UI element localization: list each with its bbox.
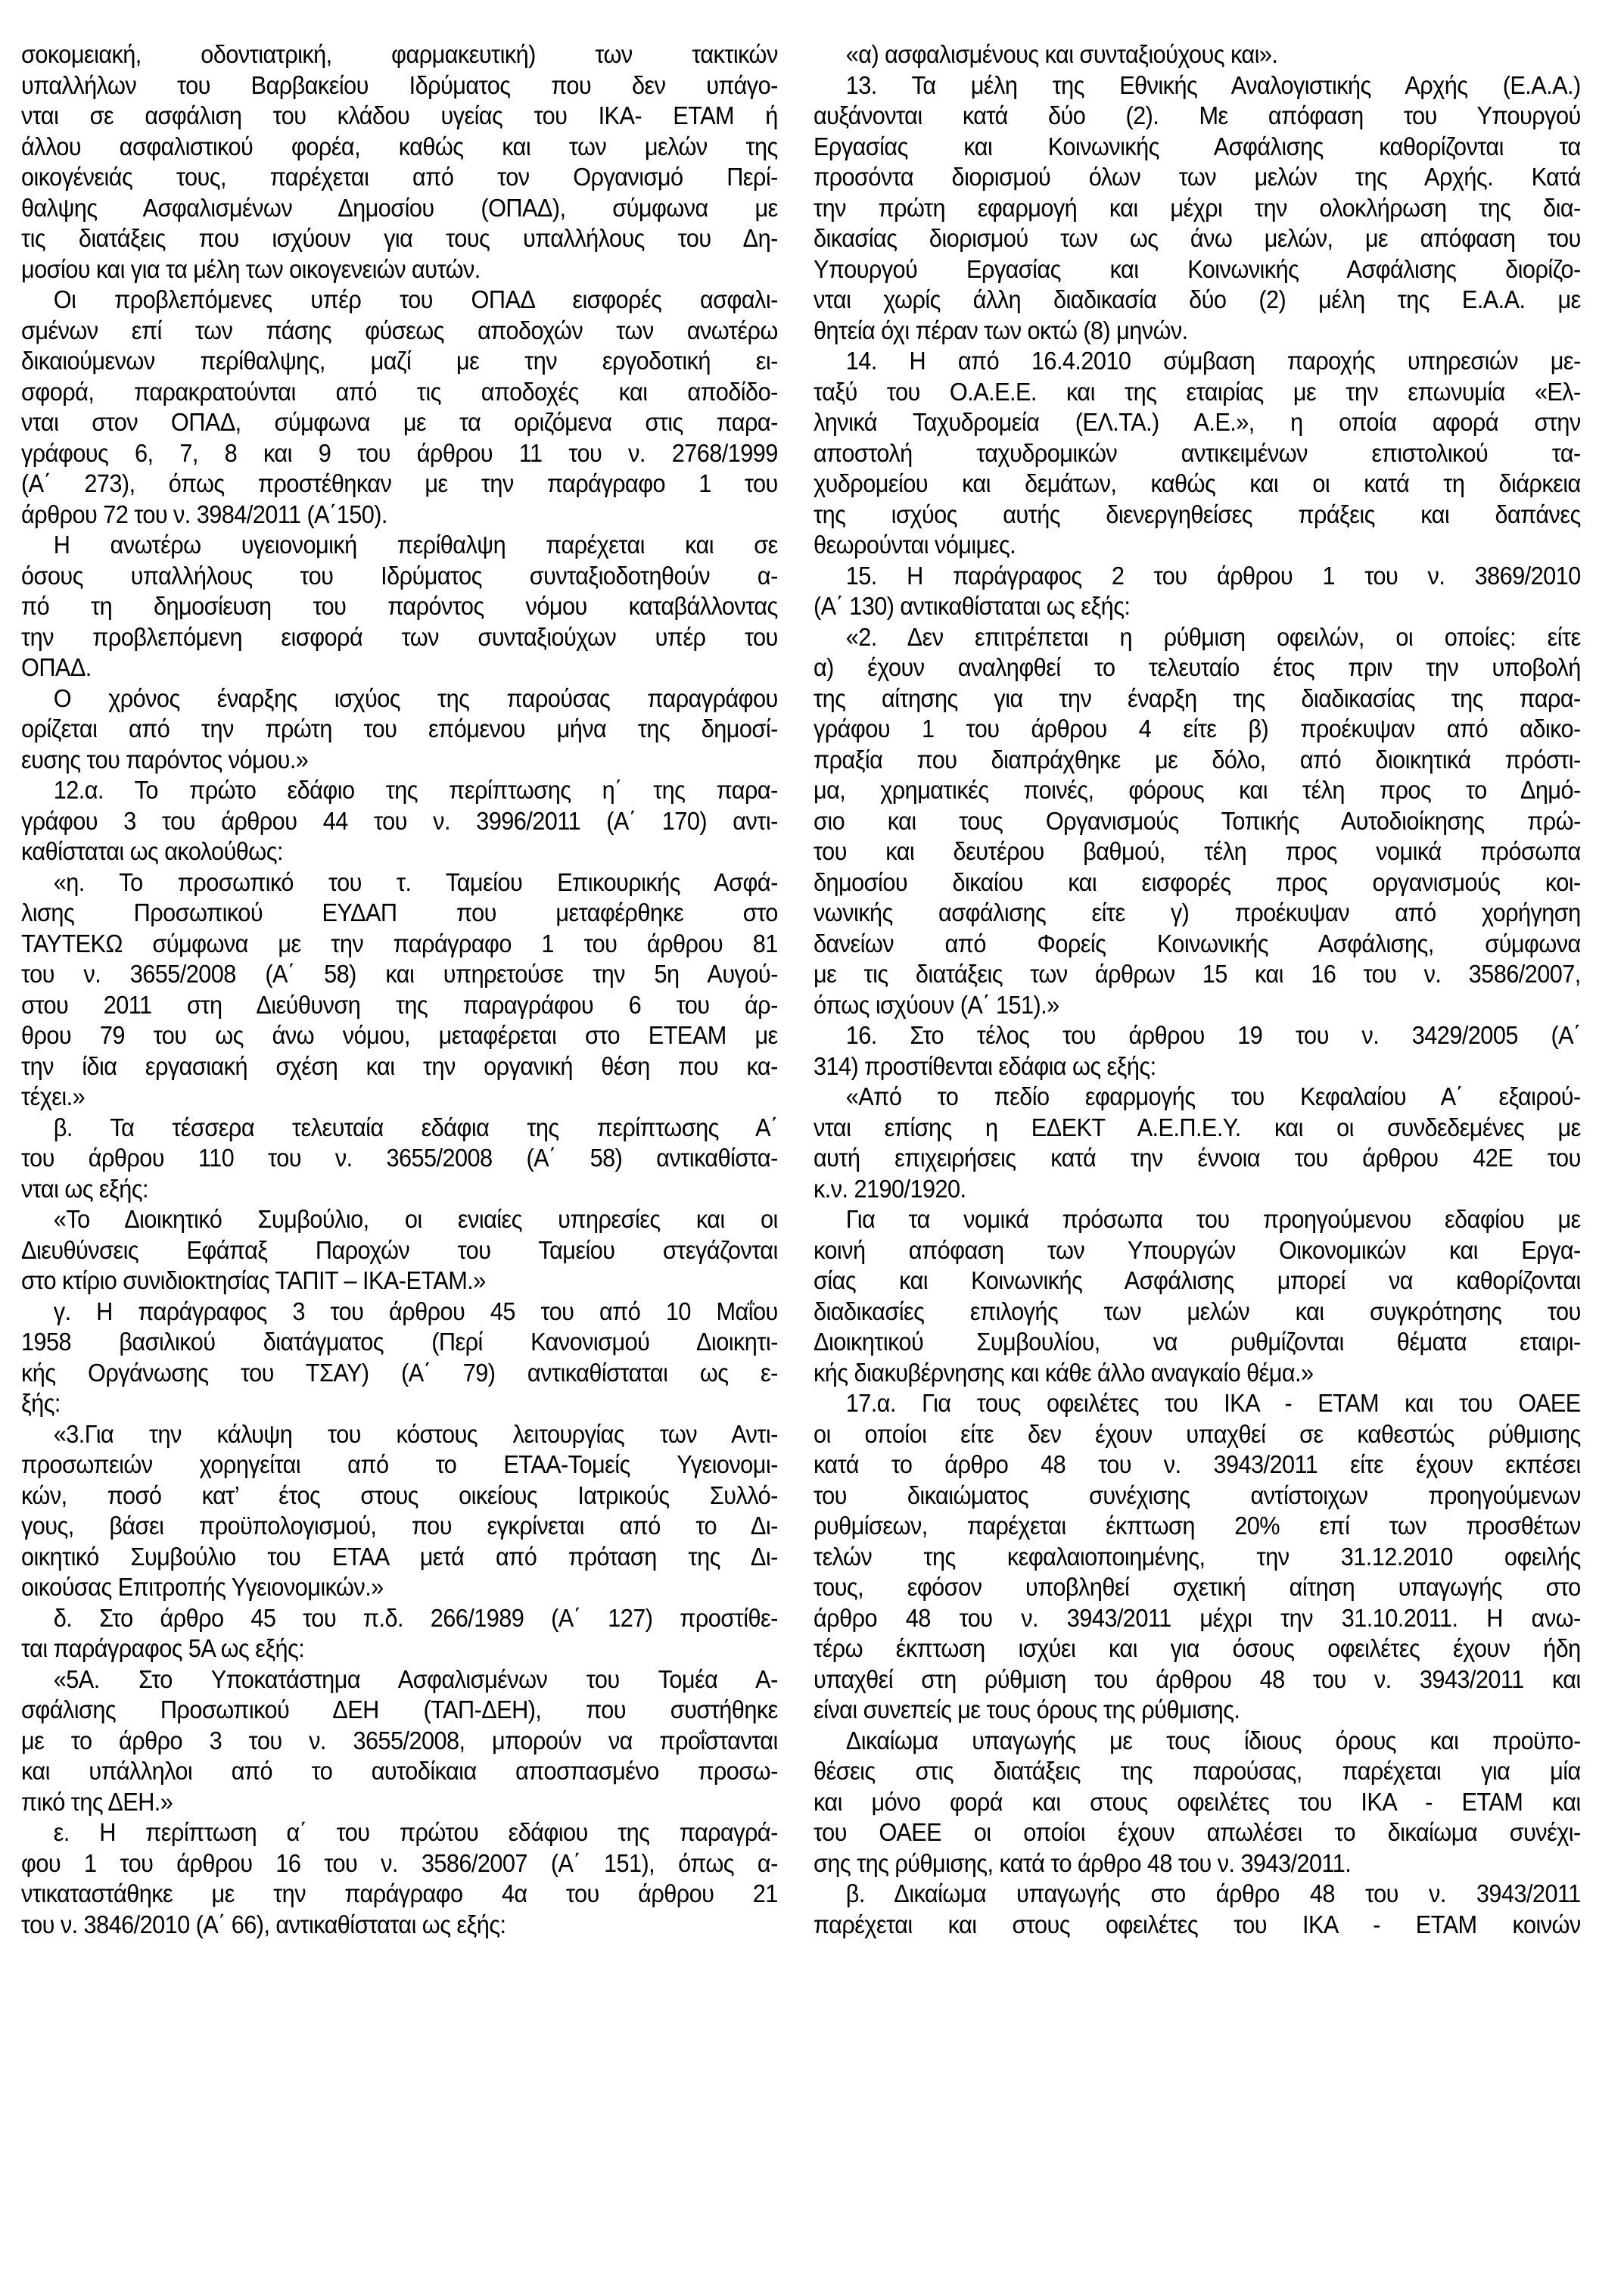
text-line: μα, χρηματικές ποινές, φόρους και τέλη προς το Δημό- [814, 776, 1581, 804]
text-line: τέχει.» [21, 1082, 86, 1110]
text-line: τις διατάξεις που ισχύουν για τους υπαλλήλους του Δη- [21, 224, 778, 252]
text-line: πραξία που διαπράχθηκε με δόλο, από διοικητικά πρόστι- [814, 745, 1581, 774]
text-line: Η ανωτέρω υγειονομική περίθαλψη παρέχεται και σε [53, 531, 778, 559]
text-line: δικασίας διορισμού των ως άνω μελών, με απόφαση του [814, 224, 1581, 252]
text-line: τους, εφόσον υποβληθεί σχετική αίτηση υπαγωγής στο [814, 1573, 1581, 1601]
text-line: κατά το άρθρο 48 του ν. 3943/2011 είτε έχουν εκπέσει [814, 1450, 1581, 1478]
text-line: σμένων επί των πάσης φύσεως αποδοχών των ανωτέρω [21, 316, 778, 344]
text-line: θεωρούνται νόμιμες. [814, 531, 1016, 559]
text-line: τέρω έκπτωση ισχύει και για όσους οφειλέτες έχουν ήδη [814, 1634, 1581, 1662]
text-line: κών, ποσό κατ’ έτος στους οικείους Ιατρικούς Συλλό- [21, 1481, 778, 1509]
text-line: και μόνο φορά και στους οφειλέτες του ΙΚΑ - ΕΤΑΜ και [814, 1787, 1581, 1816]
text-line: Για τα νομικά πρόσωπα του προηγούμενου εδαφίου με [845, 1205, 1581, 1233]
text-line: δ. Στο άρθρο 45 του π.δ. 266/1989 (Α΄ 127) προστίθε- [53, 1603, 778, 1632]
text-line: μοσίου και για τα μέλη των οικογενειών αυτών. [21, 254, 481, 283]
text-line: γ. Η παράγραφος 3 του άρθρου 45 του από 10 Μαΐου [53, 1297, 778, 1325]
text-line: α) έχουν αναληφθεί το τελευταίο έτος πριν την υποβολή [814, 653, 1581, 681]
text-line: σοκομειακή, οδοντιατρική, φαρμακευτική) των τακτικών [21, 40, 778, 68]
text-line: ορίζεται από την πρώτη του επόμενου μήνα της δημοσί- [21, 715, 778, 743]
text-line: 16. Στο τέλος του άρθρου 19 του ν. 3429/2005 (Α΄ [845, 1021, 1581, 1049]
text-line: διαδικασίες επιλογής των μελών και συγκρότησης του [814, 1297, 1581, 1325]
text-line: ντικαταστάθηκε με την παράγραφο 4α του άρθρου 21 [21, 1879, 778, 1907]
text-line: γράφους 6, 7, 8 και 9 του άρθρου 11 του ν. 2768/1999 [21, 438, 778, 467]
text-line: Διευθύνσεις Εφάπαξ Παροχών του Ταμείου στεγάζονται [21, 1235, 778, 1264]
text-line: ται παράγραφος 5Α ως εξής: [21, 1634, 305, 1662]
text-line: 12.α. Το πρώτο εδάφιο της περίπτωσης η΄ της παρα- [53, 776, 778, 804]
text-line: του και δευτέρου βαθμού, τέλη προς νομικά πρόσωπα [814, 837, 1581, 865]
text-line: σφάλισης Προσωπικού ΔΕΗ (ΤΑΠ-ΔΕΗ), που συστήθηκε [21, 1695, 778, 1723]
text-line: άρθρου 72 του ν. 3984/2011 (Α΄150). [21, 500, 387, 528]
text-line: νται σε ασφάλιση του κλάδου υγείας του ΙΚΑ- ΕΤΑΜ ή [21, 101, 778, 129]
text-line: την πρώτη εφαρμογή και μέχρι την ολοκλήρωση της δια- [814, 193, 1581, 222]
text-line: του ΟΑΕΕ οι οποίοι έχουν απωλέσει το δικαίωμα συνέχι- [814, 1818, 1581, 1846]
text-line: σιο και τους Οργανισμούς Τοπικής Αυτοδιοίκησης πρώ- [814, 806, 1581, 835]
text-line: 17.α. Για τους οφειλέτες του ΙΚΑ - ΕΤΑΜ και του ΟΑΕΕ [845, 1389, 1581, 1417]
text-line: Υπουργού Εργασίας και Κοινωνικής Ασφάλισης διορίζο- [814, 254, 1581, 283]
text-line: β. Τα τέσσερα τελευταία εδάφια της περίπτωσης Α΄ [53, 1113, 778, 1141]
text-line: δημοσίου δικαίου και εισφορές προς οργανισμούς κοι- [814, 867, 1581, 896]
left-column [21, 39, 778, 1940]
text-line: ΟΠΑΔ. [21, 653, 92, 681]
text-line: σίας και Κοινωνικής Ασφάλισης μπορεί να καθορίζονται [814, 1266, 1581, 1294]
text-line: υπαλλήλων του Βαρβακείου Ιδρύματος που δεν υπάγο- [21, 70, 778, 99]
text-line: Εργασίας και Κοινωνικής Ασφάλισης καθορίζονται τα [814, 132, 1581, 160]
text-line: ρυθμίσεων, παρέχεται έκπτωση 20% επί των προσθέτων [814, 1512, 1581, 1540]
text-line: «η. Το προσωπικό του τ. Ταμείου Επικουρικής Ασφά- [53, 867, 778, 896]
text-line: β. Δικαίωμα υπαγωγής στο άρθρο 48 του ν. 3943/2011 [845, 1879, 1581, 1907]
text-line: πό τη δημοσίευση του παρόντος νόμου καταβάλλοντας [21, 592, 778, 620]
text-line: δανείων από Φορείς Κοινωνικής Ασφάλισης, σύμφωνα [814, 929, 1581, 957]
text-line: δικαιούμενων περίθαλψης, μαζί με την εργοδοτική ει- [21, 347, 778, 375]
text-line: οικούσας Επιτροπής Υγειονομικών.» [21, 1573, 384, 1601]
text-line: ΤΑΥΤΕΚΩ σύμφωνα με την παράγραφο 1 του άρθρου 81 [21, 929, 778, 957]
text-line: καθίσταται ως ακολούθως: [21, 837, 283, 865]
text-line: της ισχύος αυτής διενεργηθείσες πράξεις και δαπάνες [814, 500, 1581, 528]
text-line: όσους υπαλλήλους του Ιδρύματος συνταξιοδοτηθούν α- [21, 561, 778, 590]
right-column [814, 39, 1581, 1940]
text-line: κοινή απόφαση των Υπουργών Οικονομικών και Εργα- [814, 1235, 1581, 1264]
text-line: του ν. 3846/2010 (Α΄ 66), αντικαθίσταται ως εξής: [21, 1910, 506, 1938]
text-line: γράφου 1 του άρθρου 4 είτε β) προέκυψαν από αδικο- [814, 715, 1581, 743]
text-line: οι οποίοι είτε δεν έχουν υπαχθεί σε καθεστώς ρύθμισης [814, 1419, 1581, 1448]
text-line: αποστολή ταχυδρομικών αντικειμένων επιστολικού τα- [814, 438, 1581, 467]
text-line: 14. Η από 16.4.2010 σύμβαση παροχής υπηρεσιών με- [845, 347, 1581, 375]
text-line: «α) ασφαλισμένους και συνταξιούχους και». [845, 40, 1278, 68]
text-line: του δικαιώματος συνέχισης αντίστοιχων προηγούμενων [814, 1481, 1581, 1509]
text-line: «Το Διοικητικό Συμβούλιο, οι ενιαίες υπηρεσίες και οι [53, 1205, 778, 1233]
text-line: ξής: [21, 1389, 61, 1417]
text-line: την ίδια εργασιακή σχέση και την οργανική θέση που κα- [21, 1051, 778, 1080]
text-line: ληνικά Ταχυδρομεία (ΕΛ.ΤΑ.) Α.Ε.», η οποία αφορά στην [814, 408, 1581, 436]
text-line: «5Α. Στο Υποκατάστημα Ασφαλισμένων του Τομέα Α- [53, 1664, 778, 1693]
text-line: προσόντα διορισμού όλων των μελών της Αρχής. Κατά [814, 163, 1581, 191]
text-line: στου 2011 στη Διεύθυνση της παραγράφου 6 του άρ- [21, 990, 778, 1019]
text-line: θέσεις στις διατάξεις της παρούσας, παρέχεται για μία [814, 1757, 1581, 1785]
text-line: φου 1 του άρθρου 16 του ν. 3586/2007 (Α΄ 151), όπως α- [21, 1848, 778, 1877]
text-line: και υπάλληλοι από το αυτοδίκαια αποσπασμένο προσω- [21, 1757, 778, 1785]
text-line: νται χωρίς άλλη διαδικασία δύο (2) μέλη της Ε.Α.Α. με [814, 285, 1581, 313]
text-line: Διοικητικού Συμβουλίου, να ρυθμίζονται θέματα εταιρι- [814, 1328, 1581, 1356]
text-line: Δικαίωμα υπαγωγής με τους ίδιους όρους και προϋπο- [845, 1726, 1581, 1755]
text-line: τελών της κεφαλαιοποιημένης, την 31.12.2010 οφειλής [814, 1542, 1581, 1571]
text-line: 1958 βασιλικού διατάγματος (Περί Κανονισμού Διοικητι- [21, 1328, 778, 1356]
text-line: με το άρθρο 3 του ν. 3655/2008, μπορούν να προΐστανται [21, 1726, 778, 1755]
text-line: λισης Προσωπικού ΕΥΔΑΠ που μεταφέρθηκε στο [21, 898, 778, 926]
text-line: οικογένειάς τους, παρέχεται από τον Οργανισμό Περί- [21, 163, 778, 191]
text-line: την προβλεπόμενη εισφορά των συνταξιούχων υπέρ του [21, 622, 778, 651]
text-line: Οι προβλεπόμενες υπέρ του ΟΠΑΔ εισφορές ασφαλι- [53, 285, 778, 313]
text-line: στο κτίριο συνιδιοκτησίας ΤΑΠΙΤ – ΙΚΑ-ΕΤΑΜ.» [21, 1266, 486, 1294]
text-line: νωνικής ασφάλισης είτε γ) προέκυψαν από χορήγηση [814, 898, 1581, 926]
text-line: άλλου ασφαλιστικού φορέα, καθώς και των μελών της [21, 132, 778, 160]
text-line: 15. Η παράγραφος 2 του άρθρου 1 του ν. 3869/2010 [845, 561, 1581, 590]
text-line: οικητικό Συμβούλιο του ΕΤΑΑ μετά από πρόταση της Δι- [21, 1542, 778, 1571]
text-line: θρου 79 του ως άνω νόμου, μεταφέρεται στο ΕΤΕΑΜ με [21, 1021, 778, 1049]
text-line: Ο χρόνος έναρξης ισχύος της παρούσας παραγράφου [53, 683, 778, 712]
text-line: κ.ν. 2190/1920. [814, 1174, 966, 1203]
text-line: κής διακυβέρνησης και κάθε άλλο αναγκαίο θέμα.» [814, 1358, 1314, 1387]
text-line: ευσης του παρόντος νόμου.» [21, 745, 309, 774]
text-line: χυδρομείου και δεμάτων, καθώς και οι κατά τη διάρκεια [814, 469, 1581, 497]
text-line: γους, βάσει προϋπολογισμού, που εγκρίνεται από το Δι- [21, 1512, 778, 1540]
text-line: αυξάνονται κατά δύο (2). Με απόφαση του Υπουργού [814, 101, 1581, 129]
text-line: κής Οργάνωσης του ΤΣΑΥ) (Α΄ 79) αντικαθίσταται ως ε- [21, 1358, 778, 1387]
text-line: «3.Για την κάλυψη του κόστους λειτουργίας των Αντι- [53, 1419, 778, 1448]
text-line: του ν. 3655/2008 (Α΄ 58) και υπηρετούσε την 5η Αυγού- [21, 960, 778, 988]
text-line: πικό της ΔΕΗ.» [21, 1787, 173, 1816]
text-line: ε. Η περίπτωση α΄ του πρώτου εδάφιου της παραγρά- [53, 1818, 778, 1846]
text-line: του άρθρου 110 του ν. 3655/2008 (Α΄ 58) αντικαθίστα- [21, 1144, 778, 1172]
text-line: αυτή επιχειρήσεις κατά την έννοια του άρθρου 42Ε του [814, 1144, 1581, 1172]
text-line: γράφου 3 του άρθρου 44 του ν. 3996/2011 (Α΄ 170) αντι- [21, 806, 778, 835]
text-line: 13. Τα μέλη της Εθνικής Αναλογιστικής Αρχής (Ε.Α.Α.) [845, 70, 1581, 99]
text-line: 314) προστίθενται εδάφια ως εξής: [814, 1051, 1156, 1080]
text-line: θαλψης Ασφαλισμένων Δημοσίου (ΟΠΑΔ), σύμφωνα με [21, 193, 778, 222]
text-line: (Α΄ 130) αντικαθίσταται ως εξής: [814, 592, 1131, 620]
text-line: σης της ρύθμισης, κατά το άρθρο 48 του ν. 3943/2011. [814, 1848, 1352, 1877]
text-line: ταξύ του Ο.Α.Ε.Ε. και της εταιρίας με την επωνυμία «Ελ- [814, 377, 1581, 406]
text-line: με τις διατάξεις των άρθρων 15 και 16 του ν. 3586/2007, [814, 960, 1581, 988]
text-line: παρέχεται και στους οφειλέτες του ΙΚΑ - ΕΤΑΜ κοινών [814, 1910, 1581, 1938]
text-line: είναι συνεπείς με τους όρους της ρύθμισης. [814, 1695, 1240, 1723]
text-line: θητεία όχι πέραν των οκτώ (8) μηνών. [814, 316, 1188, 344]
text-line: όπως ισχύουν (Α΄ 151).» [814, 990, 1059, 1019]
text-line: «2. Δεν επιτρέπεται η ρύθμιση οφειλών, οι οποίες: είτε [845, 622, 1581, 651]
text-line: άρθρο 48 του ν. 3943/2011 μέχρι την 31.10.2011. Η ανω- [814, 1603, 1581, 1632]
text-line: «Από το πεδίο εφαρμογής του Κεφαλαίου Α΄ εξαιρού- [845, 1082, 1581, 1110]
text-line: νται επίσης η ΕΔΕΚΤ Α.Ε.Π.Ε.Υ. και οι συνδεδεμένες με [814, 1113, 1581, 1141]
text-line: νται στον ΟΠΑΔ, σύμφωνα με τα οριζόμενα στις παρα- [21, 408, 778, 436]
text-line: νται ως εξής: [21, 1174, 148, 1203]
text-line: (Α΄ 273), όπως προστέθηκαν με την παράγραφο 1 του [21, 469, 778, 497]
text-line: υπαχθεί στη ρύθμιση του άρθρου 48 του ν. 3943/2011 και [814, 1664, 1581, 1693]
text-line: σφορά, παρακρατούνται από τις αποδοχές και αποδίδο- [21, 377, 778, 406]
text-line: προσωπειών χορηγείται από το ΕΤΑΑ-Τομείς Υγειονομι- [21, 1450, 778, 1478]
text-line: της αίτησης για την έναρξη της διαδικασίας της παρα- [814, 683, 1581, 712]
